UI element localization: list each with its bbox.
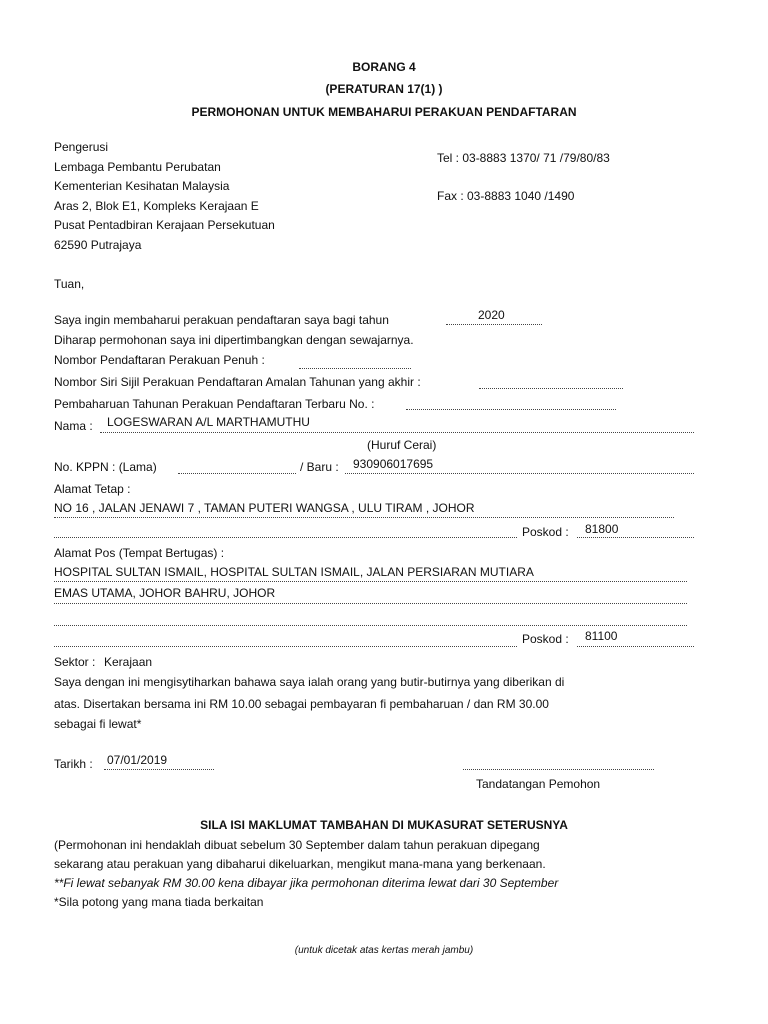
postal-postcode-label: Poskod : [522,632,569,646]
declaration-line: Saya dengan ini mengisytiharkan bahawa saya ialah orang yang butir-butirnya yang diberikan di [54,675,565,689]
name-format-note: (Huruf Cerai) [367,438,437,452]
home-postcode-value[interactable]: 81800 [585,522,619,536]
postal-address-underline-2 [54,603,687,604]
postal-postcode-value[interactable]: 81100 [585,629,618,643]
home-address-value[interactable]: NO 16 , JALAN JENAWI 7 , TAMAN PUTERI WANGSA , ULU TIRAM , JOHOR [54,501,475,515]
addressee-line: Aras 2, Blok E1, Kompleks Kerajaan E [54,199,259,213]
date-label: Tarikh : [54,757,93,771]
addressee-line: 62590 Putrajaya [54,238,142,252]
kppn-new-label: / Baru : [300,460,339,474]
postal-address-line2[interactable]: EMAS UTAMA, JOHOR BAHRU, JOHOR [54,586,276,600]
telephone-numbers: Tel : 03-8883 1370/ 71 /79/80/83 [437,151,610,165]
home-address-label: Alamat Tetap : [54,482,131,496]
addressee-line: Kementerian Kesihatan Malaysia [54,179,230,193]
postal-address-label: Alamat Pos (Tempat Bertugas) : [54,546,225,560]
postal-address-underline-4 [54,646,517,647]
full-registration-label: Nombor Pendaftaran Perakuan Penuh : [54,353,265,367]
renew-year-line [446,324,542,325]
home-postcode-label: Poskod : [522,525,569,539]
certificate-serial-field[interactable] [479,388,623,389]
latest-renewal-label: Pembaharuan Tahunan Perakuan Pendaftaran Terbaru No. : [54,397,375,411]
form-title: PERMOHONAN UNTUK MEMBAHARUI PERAKUAN PENDAFTARAN [191,105,577,119]
postal-address-line1[interactable]: HOSPITAL SULTAN ISMAIL, HOSPITAL SULTAN ISMAIL, JALAN PERSIARAN MUTIARA [54,565,534,579]
home-address-line [54,517,674,518]
date-value[interactable]: 07/01/2019 [107,753,168,767]
postal-postcode-line [577,646,694,647]
salutation: Tuan, [54,277,85,291]
name-line [100,432,694,433]
home-postcode-line [577,537,694,538]
addressee-line: Pengerusi [54,140,109,154]
renew-year-value[interactable]: 2020 [478,308,505,322]
sector-label: Sektor : [54,655,96,669]
regulation-reference: (PERATURAN 17(1) ) [325,82,443,96]
late-fee-note: **Fi lewat sebanyak RM 30.00 kena dibayar jika permohonan diterima lewat dari 30 September [54,876,559,890]
print-instruction: (untuk dicetak atas kertas merah jambu) [294,945,474,956]
kppn-new-line [345,473,694,474]
certificate-serial-label: Nombor Siri Sijil Perakuan Pendaftaran Amalan Tahunan yang akhir : [54,375,421,389]
sector-value[interactable]: Kerajaan [104,655,153,669]
kppn-old-label: No. KPPN : (Lama) [54,460,157,474]
addressee-line: Pusat Pentadbiran Kerajaan Persekutuan [54,218,275,232]
latest-renewal-field[interactable] [406,409,616,410]
declaration-line: sebagai fi lewat* [54,717,142,731]
declaration-line: atas. Disertakan bersama ini RM 10.00 sebagai pembayaran fi pembaharuan / dan RM 30.00 [54,697,549,711]
additional-info-heading: SILA ISI MAKLUMAT TAMBAHAN DI MUKASURAT SETERUSNYA [200,818,568,832]
deadline-note-line: (Permohonan ini hendaklah dibuat sebelum 30 September dalam tahun perakuan dipegang [54,838,540,852]
strike-through-note: *Sila potong yang mana tiada berkaitan [54,895,264,909]
fax-numbers: Fax : 03-8883 1040 /1490 [437,189,575,203]
consideration-statement: Diharap permohonan saya ini dipertimbangkan dengan sewajarnya. [54,333,414,347]
deadline-note-line: sekarang atau perakuan yang dibaharui dikeluarkan, mengikut mana-mana yang berkenaan. [54,857,546,871]
renew-statement: Saya ingin membaharui perakuan pendaftaran saya bagi tahun [54,313,389,327]
kppn-old-field[interactable] [178,473,296,474]
date-line [104,769,214,770]
name-value[interactable]: LOGESWARAN A/L MARTHAMUTHU [107,415,310,429]
name-label: Nama : [54,419,93,433]
form-number: BORANG 4 [352,60,416,74]
kppn-new-value[interactable]: 930906017695 [353,457,434,471]
signature-line[interactable] [463,769,654,770]
addressee-line: Lembaga Pembantu Perubatan [54,160,221,174]
signature-label: Tandatangan Pemohon [476,777,601,791]
postal-address-underline-1 [54,581,687,582]
home-address-line-2 [54,537,517,538]
postal-address-underline-3 [54,625,687,626]
full-registration-field[interactable] [299,368,411,369]
